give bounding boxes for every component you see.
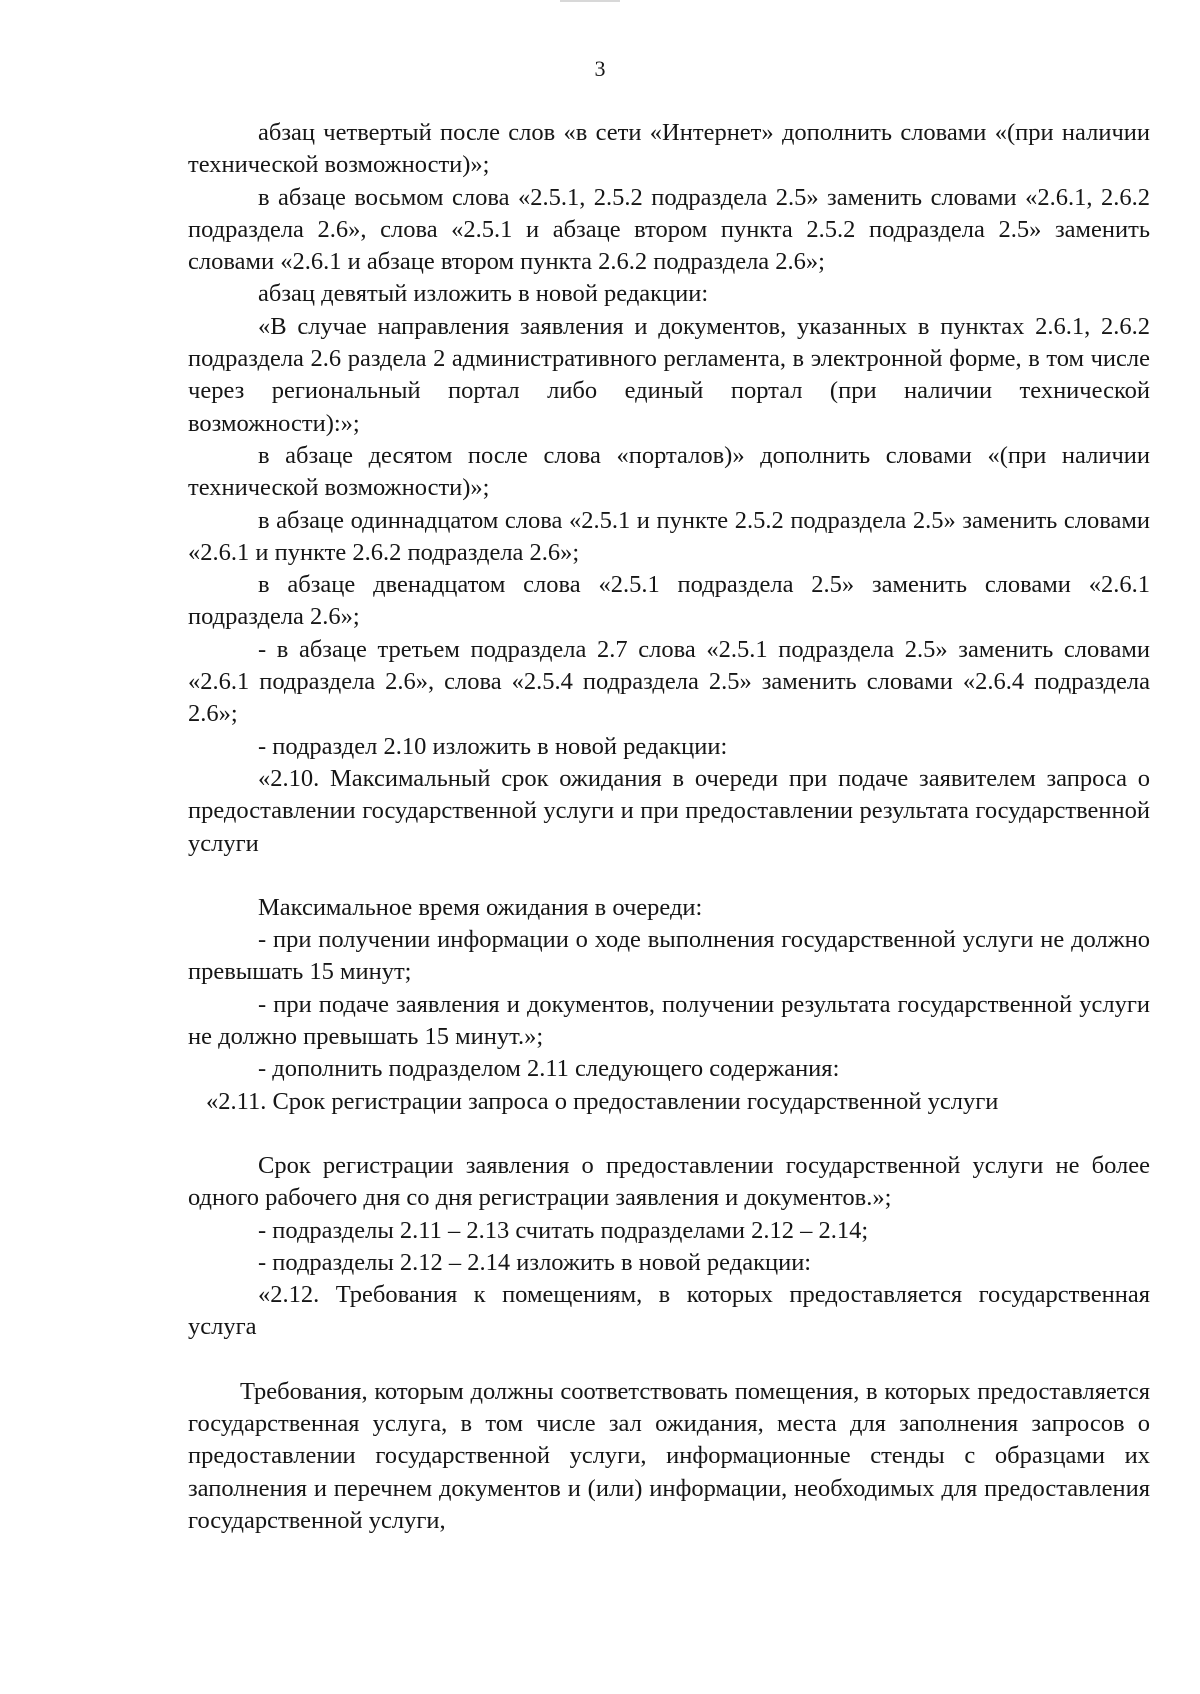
paragraph: в абзаце двенадцатом слова «2.5.1 подраздела 2.5» заменить словами «2.6.1 подраздела 2.6»; (188, 571, 1150, 631)
section-heading: «2.10. Максимальный срок ожидания в очереди при подаче заявителем запроса о предоставлении государственной услуги и при предоставлении результата государственной услуги (188, 764, 1150, 857)
paragraph: - подразделы 2.11 – 2.13 считать подразделами 2.12 – 2.14; (258, 1216, 869, 1244)
paragraph: Срок регистрации заявления о предоставлении государственной услуги не более одного рабочего дня со дня регистрации заявления и документов.»; (188, 1151, 1150, 1212)
paragraph: - дополнить подразделом 2.11 следующего содержания: (258, 1055, 840, 1083)
paragraph: - при подаче заявления и документов, получении результата государственной услуги не должно превышать 15 минут.»; (188, 990, 1150, 1051)
paragraph: в абзаце десятом после слова «порталов)» дополнить словами «(при наличии технической возможности)»; (188, 441, 1150, 502)
paragraph: Требования, которым должны соответствовать помещения, в которых предоставляется государственная услуга, в том числе зал ожидания, места для заполнения запросов о предоставлении государственной услуги, информационные стенды с образцами их заполнения и перечнем документов и (или) информации, необходимых для предоставления государственной услуги, (188, 1377, 1150, 1534)
paragraph: - при получении информации о ходе выполнения государственной услуги не должно превышать 15 минут; (188, 926, 1150, 986)
paragraph: - подразделы 2.12 – 2.14 изложить в новой редакции: (258, 1248, 812, 1276)
document-body (188, 117, 1150, 1537)
section-heading: «2.12. Требования к помещениям, в которых предоставляется государственная услуга (188, 1281, 1150, 1341)
paragraph: Максимальное время ожидания в очереди: (258, 893, 703, 921)
paragraph: абзац девятый изложить в новой редакции: (258, 280, 709, 308)
paragraph: в абзаце восьмом слова «2.5.1, 2.5.2 подраздела 2.5» заменить словами «2.6.1, 2.6.2 подраздела 2.6», слова «2.5.1 и абзаце втором пункта 2.5.2 подраздела 2.5» заменить словами «2.6.1 и абзаце втором пункта 2.6.2 подраздела 2.6»; (188, 183, 1150, 276)
paragraph: - в абзаце третьем подраздела 2.7 слова «2.5.1 подраздела 2.5» заменить словами «2.6.1 подраздела 2.6», слова «2.5.4 подраздела 2.5» заменить словами «2.6.4 подраздела 2.6»; (188, 635, 1150, 728)
paragraph: - подраздел 2.10 изложить в новой редакции: (258, 732, 728, 760)
paragraph: абзац четвертый после слов «в сети «Интернет» дополнить словами «(при наличии технической возможности)»; (188, 119, 1150, 179)
paragraph: «В случае направления заявления и документов, указанных в пунктах 2.6.1, 2.6.2 подраздела 2.6 раздела 2 административного регламента, в электронной форме, в том числе через региональный портал либо единый портал (при наличии технической возможности):»; (188, 312, 1150, 437)
scan-mark (560, 0, 620, 2)
paragraph: в абзаце одиннадцатом слова «2.5.1 и пункте 2.5.2 подраздела 2.5» заменить словами «2.6.1 и пункте 2.6.2 подраздела 2.6»; (188, 506, 1150, 566)
page-number: 3 (594, 56, 606, 81)
section-heading: «2.11. Срок регистрации запроса о предоставлении государственной услуги (206, 1087, 999, 1115)
